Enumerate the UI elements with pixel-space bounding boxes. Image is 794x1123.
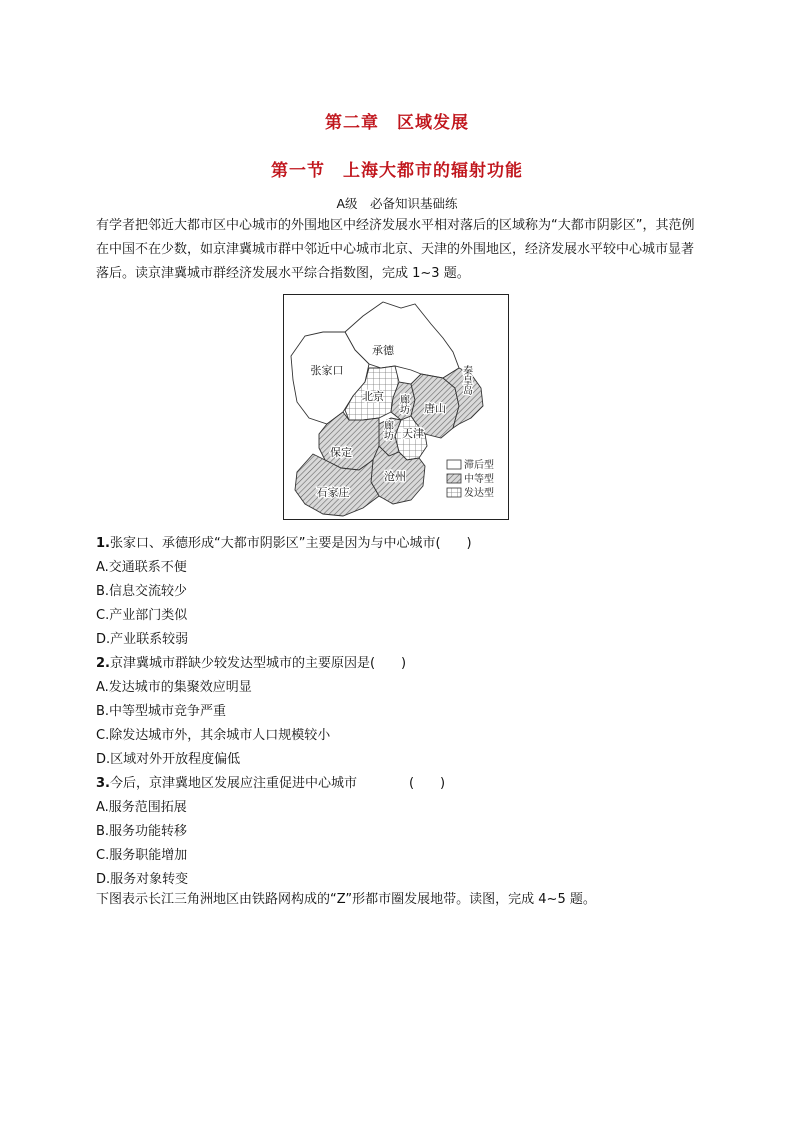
q3-option-a: A.服务范围拓展 xyxy=(96,800,187,815)
map-legend xyxy=(447,458,494,499)
legend-label-medium: 中等型 xyxy=(464,474,494,485)
label-qinhuangdao: 秦皇岛 xyxy=(460,365,472,395)
label-shijiazhuang: 石家庄 xyxy=(316,486,350,499)
label-cangzhou: 沧州 xyxy=(384,470,406,483)
q2-option-a: A.发达城市的集聚效应明显 xyxy=(96,680,252,695)
q3-option-d: D.服务对象转变 xyxy=(96,872,189,887)
q1-option-a: A.交通联系不便 xyxy=(96,560,187,575)
question-1 xyxy=(96,532,472,551)
label-baoding: 保定 xyxy=(330,446,352,459)
question-number: 1. xyxy=(96,536,110,551)
q1-option-b: B.信息交流较少 xyxy=(96,584,188,599)
label-chengde: 承德 xyxy=(372,344,394,357)
question-stem: 京津冀城市群缺少较发达型城市的主要原因是( ) xyxy=(109,656,407,671)
legend-swatch-developed xyxy=(447,488,461,497)
q2-option-b: B.中等型城市竞争严重 xyxy=(96,704,227,719)
question-number: 2. xyxy=(96,656,110,671)
label-tangshan: 唐山 xyxy=(424,402,446,415)
section-title: 第一节 上海大都市的辐射功能 xyxy=(271,161,523,181)
q2-option-d: D.区域对外开放程度偏低 xyxy=(96,752,241,767)
q1-option-c: C.产业部门类似 xyxy=(96,608,188,623)
legend-label-developed: 发达型 xyxy=(464,488,494,499)
question-3 xyxy=(96,772,445,791)
question-2 xyxy=(96,652,406,671)
legend-swatch-lagging xyxy=(447,460,461,469)
q2-option-c: C.除发达城市外，其余城市人口规模较小 xyxy=(96,728,331,743)
jjj-economic-map xyxy=(283,294,509,520)
q3-option-c: C.服务职能增加 xyxy=(96,848,188,863)
label-tianjin: 天津 xyxy=(402,427,424,440)
label-zhangjiakou: 张家口 xyxy=(310,364,344,377)
question-number: 3. xyxy=(96,776,110,791)
chapter-title: 第二章 区域发展 xyxy=(325,113,469,133)
q1-option-d: D.产业联系较弱 xyxy=(96,632,189,647)
label-langfang-south: 廊坊 xyxy=(381,420,393,440)
exercise-level-label: A级 必备知识基础练 xyxy=(336,196,458,211)
label-langfang-north: 廊坊 xyxy=(397,394,409,414)
intro-paragraph: 有学者把邻近大都市区中心城市的外围地区中经济发展水平相对落后的区域称为“大都市阴影区”，其范例在中国不在少数，如京津冀城市群中邻近中心城市北京、天津的外围地区，经济发展水平较中心城市显著落后。读京津冀城市群经济发展水平综合指数图，完成 1~3 题。 xyxy=(96,218,695,281)
label-beijing: 北京 xyxy=(362,390,384,403)
question-stem: 今后，京津冀地区发展应注重促进中心城市 ( ) xyxy=(109,776,446,791)
legend-label-lagging: 滞后型 xyxy=(464,460,494,471)
legend-swatch-medium xyxy=(447,474,461,483)
question-stem: 张家口、承德形成“大都市阴影区”主要是因为与中心城市( ) xyxy=(109,536,472,551)
q3-option-b: B.服务功能转移 xyxy=(96,824,188,839)
next-section-intro: 下图表示长江三角洲地区由铁路网构成的“Z”形都市圈发展地带。读图，完成 4~5 题。 xyxy=(96,892,596,907)
